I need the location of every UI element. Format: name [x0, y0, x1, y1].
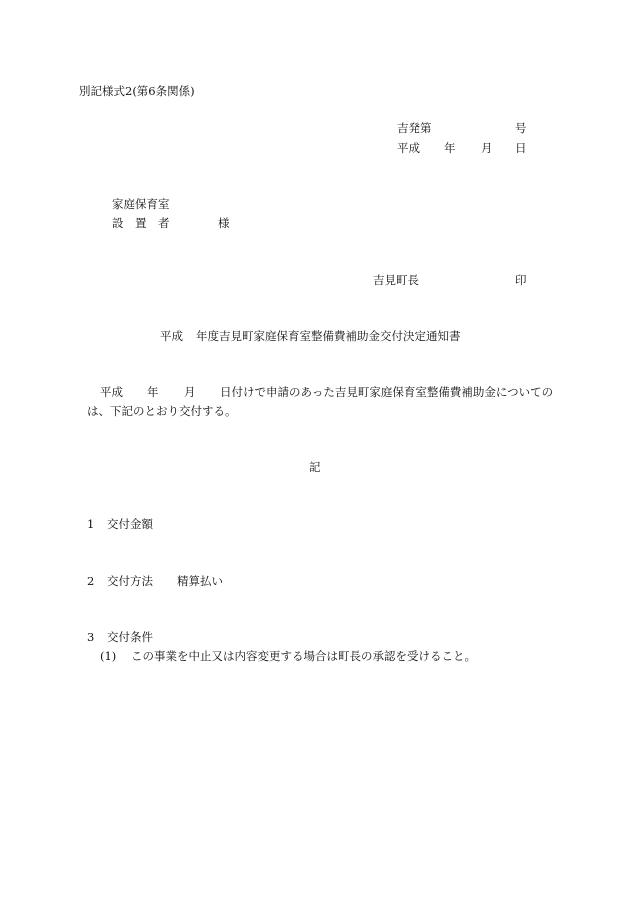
body-month-unit: 月: [184, 385, 196, 399]
title-era: 平成: [160, 329, 183, 343]
reference-day-unit: 日: [515, 141, 527, 155]
item-number: 3: [87, 630, 95, 644]
issuer-title: 吉見町長: [373, 273, 419, 287]
body-line1-rest: 日付けで申請のあった吉見町家庭保育室整備費補助金についての: [220, 385, 554, 399]
body-year-unit: 年: [147, 385, 159, 399]
reference-suffix: 号: [515, 121, 527, 135]
item-label: 交付金額: [107, 517, 153, 531]
addressee-line1: 家庭保育室: [112, 197, 170, 211]
item-label: 交付条件: [107, 630, 153, 644]
body-era: 平成: [100, 385, 123, 399]
title-text: 年度吉見町家庭保育室整備費補助金交付決定通知書: [196, 329, 461, 343]
item-number: 2: [87, 574, 95, 588]
issuer-seal: 印: [515, 273, 527, 287]
addressee-honorific: 様: [218, 216, 230, 230]
condition-text: この事業を中止又は内容変更する場合は町長の承認を受けること。: [131, 649, 476, 663]
item-value: 精算払い: [177, 574, 223, 588]
form-label: 別記様式2(第6条関係): [79, 84, 195, 98]
ki-heading: 記: [309, 460, 321, 474]
body-line2: は、下記のとおり交付する。: [87, 404, 237, 418]
item-number: 1: [87, 517, 95, 531]
reference-prefix: 吉発第: [397, 121, 432, 135]
addressee-line2: 設 置 者: [112, 216, 170, 230]
reference-month-unit: 月: [481, 141, 493, 155]
reference-year-unit: 年: [444, 141, 456, 155]
condition-number: (1): [100, 649, 117, 663]
reference-era: 平成: [397, 141, 420, 155]
item-label: 交付方法: [107, 574, 153, 588]
